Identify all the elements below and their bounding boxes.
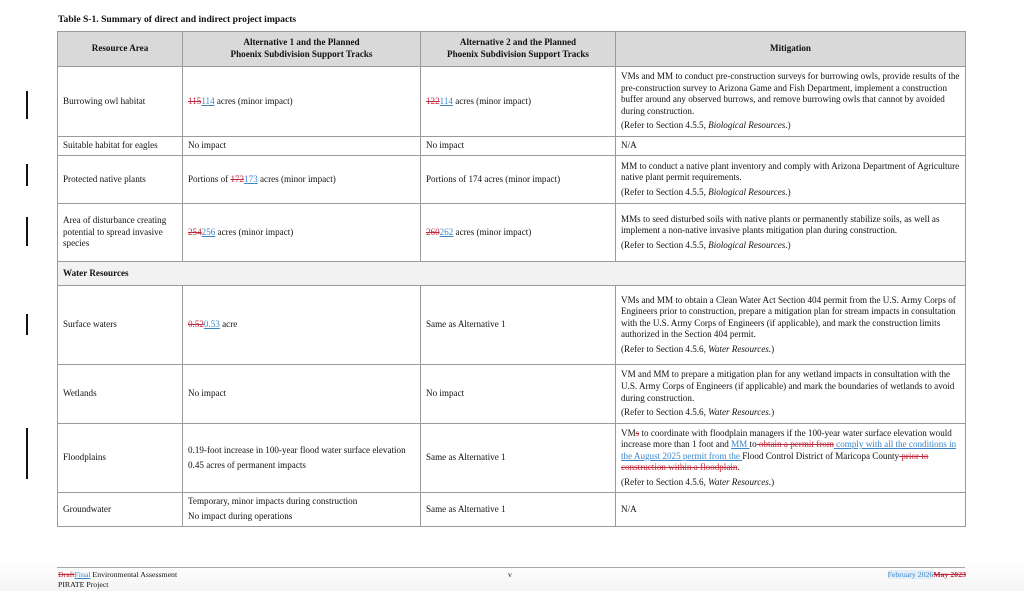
mitigation-cell: VM and MM to prepare a mitigation plan for any wetland impacts in consultation with the U.S. Army Corps of Engineers (if applicable) and mark the boundaries of wetlands to avoid during construction. (Refer to Section 4.5.6, Water Resources.) <box>616 365 966 424</box>
inserted-text: Final <box>74 570 91 579</box>
section-label-water-resources: Water Resources <box>58 262 966 286</box>
alt1-cell: 254256 acres (minor impact) <box>183 204 421 262</box>
mitigation-cell: MMs to seed disturbed soils with native plants or permanently stabilize soils, as well as implement a non-native invasive plants mitigation plan during construction. (Refer to Section 4.5.5, Biological Resources.) <box>616 204 966 262</box>
alt2-cell: Same as Alternative 1 <box>421 424 616 493</box>
alt1-cell: 115114 acres (minor impact) <box>183 67 421 137</box>
table-row <box>58 67 966 137</box>
resource-cell: Suitable habitat for eagles <box>58 137 183 156</box>
alt2-cell: Same as Alternative 1 <box>421 286 616 365</box>
inserted-text: comply with all the conditions in the August 2025 permit from the <box>621 439 957 461</box>
alt2-cell: No impact <box>421 365 616 424</box>
deleted-text: Draft <box>58 570 75 579</box>
table-row <box>58 424 966 493</box>
inserted-text: 262 <box>439 226 454 237</box>
resource-cell: Area of disturbance creating potential to spread invasive species <box>58 204 183 262</box>
resource-cell: Wetlands <box>58 365 183 424</box>
impacts-table <box>57 31 966 527</box>
table-row <box>58 204 966 262</box>
section-reference: (Refer to Section 4.5.6, Water Resources.) <box>621 407 775 418</box>
resource-cell: Groundwater <box>58 493 183 527</box>
mitigation-cell: VMs and MM to conduct pre-construction surveys for burrowing owls, provide results of the pre-construction survey to Arizona Game and Fish Department, implement a construction buffer around any observed burrows, and remove burrowing owls that cannot by avoided during construction. (Refer to Section 4.5.5, Biological Resources.) <box>616 67 966 137</box>
section-reference: (Refer to Section 4.5.5, Biological Resources.) <box>621 239 791 250</box>
deleted-text: s <box>635 427 640 438</box>
inserted-text: 256 <box>201 226 216 237</box>
mitigation-cell: N/A <box>616 493 966 527</box>
deleted-text: prior to construction within a floodplain <box>621 450 929 473</box>
footer-divider <box>57 567 965 568</box>
header-alternative-1: Alternative 1 and the Planned Phoenix Subdivision Support Tracks <box>183 32 421 67</box>
deleted-text: 115 <box>188 95 202 106</box>
inserted-text: 114 <box>201 95 215 106</box>
change-bar <box>26 217 28 246</box>
deleted-text: 260 <box>426 226 440 237</box>
alt2-cell: 122114 acres (minor impact) <box>421 67 616 137</box>
inserted-text: MM <box>731 439 750 450</box>
section-reference: (Refer to Section 4.5.6, Water Resources.) <box>621 343 775 354</box>
footer-page-number: v <box>508 570 512 579</box>
change-bar <box>26 428 28 479</box>
section-reference: (Refer to Section 4.5.5, Biological Resources.) <box>621 120 791 131</box>
deleted-text: May 2023 <box>933 570 966 579</box>
inserted-text: February 2026 <box>887 570 934 579</box>
inserted-text: 173 <box>244 173 258 184</box>
footer-project-name: PIRATE Project <box>58 579 109 589</box>
deleted-text: 172 <box>230 173 245 184</box>
alt1-cell: Portions of 172173 acres (minor impact) <box>183 156 421 204</box>
inserted-text: 114 <box>439 95 453 106</box>
alt1-cell: No impact <box>183 137 421 156</box>
table-caption: Table S-1. Summary of direct and indirect project impacts <box>58 14 297 25</box>
footer-date <box>888 570 966 579</box>
mitigation-cell: VMs and MM to obtain a Clean Water Act Section 404 permit from the U.S. Army Corps of Engineers prior to construction, prepare a mitigation plan for stream impacts in consultation with the U.S. Army Corps of Engineers (if applicable), and mark the construction limits authorized in the Section 404 permit. (Refer to Section 4.5.6, Water Resources.) <box>616 286 966 365</box>
alt2-cell: Same as Alternative 1 <box>421 493 616 527</box>
table-row <box>58 137 966 156</box>
deleted-text: 254 <box>188 226 202 237</box>
inserted-text: 0.53 <box>203 319 220 330</box>
table-row <box>58 493 966 527</box>
deleted-text: obtain a permit from <box>756 439 834 450</box>
alt2-cell: Portions of 174 acres (minor impact) <box>421 156 616 204</box>
table-header-row <box>58 32 966 67</box>
change-bar <box>26 91 28 119</box>
alt1-cell: No impact <box>183 365 421 424</box>
alt2-cell: No impact <box>421 137 616 156</box>
section-header-row <box>58 262 966 286</box>
table-row <box>58 286 966 365</box>
resource-cell: Floodplains <box>58 424 183 493</box>
resource-cell: Burrowing owl habitat <box>58 67 183 137</box>
deleted-text: 122 <box>426 95 440 106</box>
table-row <box>58 156 966 204</box>
header-resource-area: Resource Area <box>58 32 183 67</box>
alt1-cell: Temporary, minor impacts during construction No impact during operations <box>183 493 421 527</box>
header-alternative-2: Alternative 2 and the Planned Phoenix Subdivision Support Tracks <box>421 32 616 67</box>
change-bar <box>26 164 28 186</box>
resource-cell: Surface waters <box>58 286 183 365</box>
mitigation-cell: VMs to coordinate with floodplain managers if the 100-year water surface elevation would increase more than 1 foot and MM to obtain a permit from comply with all the conditions in the August 2025 permit from the Flood Control District of Maricopa County prior to construction within a floodplain. (Refer to Section 4.5.6, Water Resources.) <box>616 424 966 493</box>
deleted-text: 0.52 <box>188 319 204 330</box>
alt2-cell: 260262 acres (minor impact) <box>421 204 616 262</box>
header-mitigation: Mitigation <box>616 32 966 67</box>
section-reference: (Refer to Section 4.5.6, Water Resources.) <box>621 476 775 487</box>
resource-cell: Protected native plants <box>58 156 183 204</box>
mitigation-cell: N/A <box>616 137 966 156</box>
mitigation-cell: MM to conduct a native plant inventory and comply with Arizona Department of Agriculture native plant permit requirements. (Refer to Section 4.5.5, Biological Resources.) <box>616 156 966 204</box>
alt1-cell: 0.520.53 acre <box>183 286 421 365</box>
footer-document-title: DraftFinal Environmental Assessment PIRATE Project <box>58 570 178 589</box>
change-bar <box>26 314 28 335</box>
alt1-cell: 0.19-foot increase in 100-year flood water surface elevation 0.45 acres of permanent impacts <box>183 424 421 493</box>
table-row <box>58 365 966 424</box>
section-reference: (Refer to Section 4.5.5, Biological Resources.) <box>621 186 791 197</box>
